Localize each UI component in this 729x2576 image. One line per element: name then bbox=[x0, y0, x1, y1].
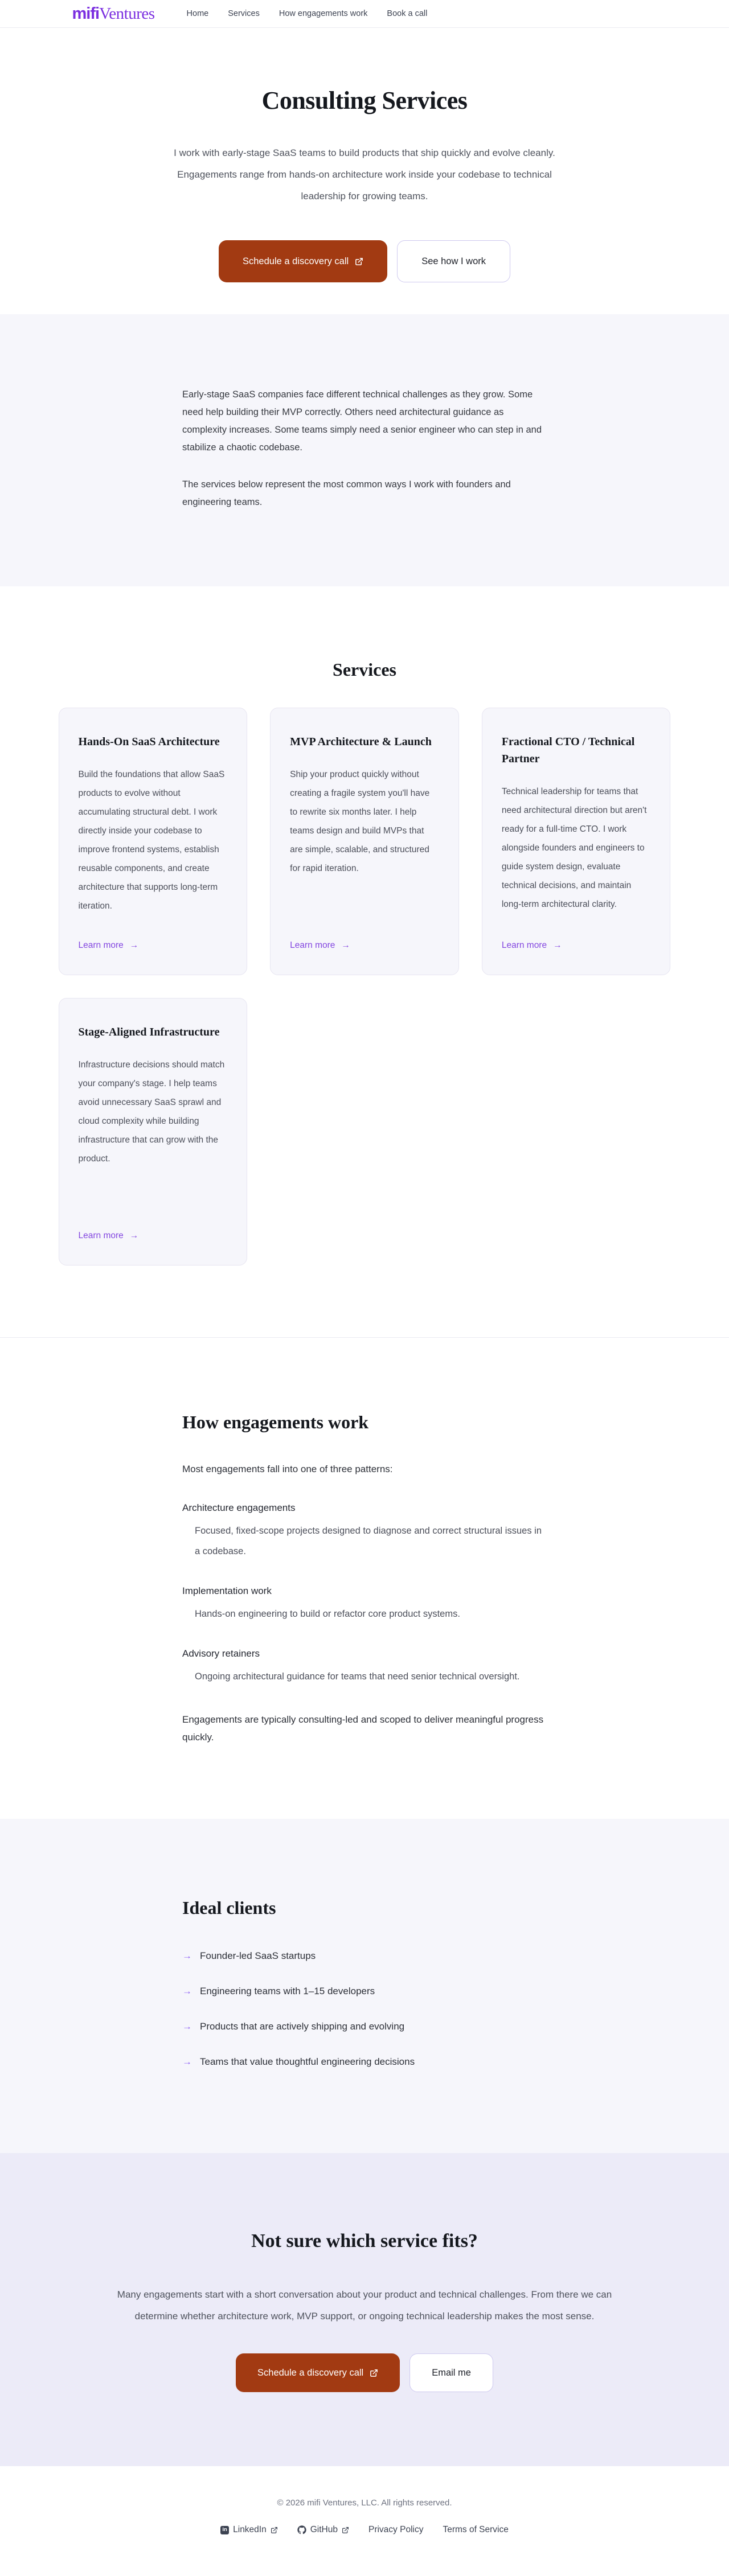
ideal-client-text: Teams that value thoughtful engineering decisions bbox=[200, 2056, 415, 2067]
ideal-client-item bbox=[182, 1949, 547, 1963]
ideal-client-item bbox=[182, 2020, 547, 2033]
services-heading: Services bbox=[333, 659, 396, 680]
pattern-label: Advisory retainers bbox=[182, 1648, 260, 1659]
services-grid bbox=[59, 708, 671, 1266]
pattern-item bbox=[182, 1585, 547, 1624]
learn-more-label: Learn more bbox=[290, 940, 335, 950]
arrow-right-icon: → bbox=[182, 2021, 192, 2032]
footer-link-privacy[interactable] bbox=[368, 2525, 423, 2535]
pattern-label: Implementation work bbox=[182, 1585, 272, 1596]
see-how-label: See how I work bbox=[421, 256, 486, 266]
footer-link-linkedin-label: LinkedIn bbox=[233, 2525, 267, 2534]
footer-link-privacy-label: Privacy Policy bbox=[368, 2525, 424, 2534]
learn-more-label: Learn more bbox=[78, 940, 124, 950]
arrow-right-icon: → bbox=[129, 1231, 139, 1240]
pattern-label: Architecture engagements bbox=[182, 1502, 296, 1513]
site-header bbox=[0, 0, 729, 28]
ideal-clients-section bbox=[0, 1819, 729, 2153]
ideal-clients-heading: Ideal clients bbox=[182, 1897, 276, 1918]
service-card bbox=[482, 708, 671, 975]
footer-link-github[interactable] bbox=[297, 2525, 349, 2535]
nav-link[interactable]: Home bbox=[186, 9, 209, 18]
schedule-call-button[interactable] bbox=[236, 2353, 400, 2392]
ideal-client-item bbox=[182, 1985, 547, 1998]
arrow-right-icon: → bbox=[182, 1986, 192, 1996]
engagements-closing: Engagements are typically consulting-led and scoped to deliver meaningful progress quickly. bbox=[182, 1714, 544, 1743]
service-card bbox=[59, 998, 248, 1266]
external-link-icon bbox=[370, 2369, 378, 2377]
cta-section bbox=[0, 2153, 729, 2466]
footer-link-linkedin[interactable] bbox=[220, 2525, 278, 2535]
pattern-description: Ongoing architectural guidance for teams that need senior technical oversight. bbox=[195, 1671, 520, 1682]
service-card-title: MVP Architecture & Launch bbox=[290, 736, 432, 748]
ideal-client-text: Engineering teams with 1–15 developers bbox=[200, 1986, 375, 1996]
pattern-item bbox=[182, 1648, 547, 1687]
cta-actions bbox=[0, 2353, 729, 2392]
learn-more-link[interactable] bbox=[79, 940, 228, 951]
cta-body: Many engagements start with a short conversation about your product and technical challenges. From there we can determine whether architecture work, MVP support, or ongoing technical leadership makes the most sense. bbox=[117, 2289, 612, 2322]
service-card bbox=[59, 708, 248, 975]
hero-subtitle: I work with early-stage SaaS teams to build products that ship quickly and evolve cleanly. Engagements range from hands-on architecture work inside your codebase to technical leadership for growing teams. bbox=[174, 147, 555, 202]
nav-link[interactable]: Book a call bbox=[387, 9, 428, 18]
arrow-right-icon: → bbox=[129, 940, 139, 950]
service-card-title: Hands-On SaaS Architecture bbox=[78, 736, 220, 748]
github-icon bbox=[297, 2525, 306, 2534]
page-title: Consulting Services bbox=[261, 87, 468, 114]
ideal-clients-list bbox=[182, 1949, 547, 2069]
arrow-right-icon: → bbox=[182, 1950, 192, 1961]
nav-link[interactable]: Services bbox=[228, 9, 260, 18]
arrow-right-icon: → bbox=[553, 940, 562, 950]
nav-link[interactable]: How engagements work bbox=[279, 9, 368, 18]
services-section bbox=[0, 586, 729, 1337]
engagement-patterns bbox=[182, 1502, 547, 1687]
service-card-body: Infrastructure decisions should match your company's stage. I help teams avoid unnecessary SaaS sprawl and cloud complexity while building infrastructure that can grow with the product. bbox=[78, 1060, 225, 1164]
pattern-description: Hands-on engineering to build or refactor core product systems. bbox=[195, 1609, 460, 1619]
email-me-label: Email me bbox=[432, 2367, 471, 2378]
main-nav bbox=[187, 9, 428, 18]
pattern-description: Focused, fixed-scope projects designed to diagnose and correct structural issues in a codebase. bbox=[195, 1526, 542, 1556]
hero-section bbox=[0, 28, 729, 314]
learn-more-label: Learn more bbox=[501, 940, 547, 950]
footer-link-terms-label: Terms of Service bbox=[443, 2525, 509, 2534]
brand-logo-mifi: mifi bbox=[72, 4, 100, 23]
learn-more-link[interactable] bbox=[79, 1231, 228, 1241]
engagements-intro: Most engagements fall into one of three patterns: bbox=[182, 1464, 393, 1474]
service-card-body: Ship your product quickly without creating a fragile system you'll have to rewrite six months later. I help teams design and build MVPs that are simple, scalable, and structured for rapid iteration. bbox=[290, 770, 430, 873]
site-footer bbox=[0, 2466, 729, 2576]
ideal-client-text: Founder-led SaaS startups bbox=[200, 1950, 316, 1961]
service-card-body: Build the foundations that allow SaaS products to evolve without accumulating structural debt. I work directly inside your codebase to improve frontend systems, establish reusable components, and create architecture that supports long-term iteration. bbox=[78, 770, 225, 911]
cta-heading: Not sure which service fits? bbox=[251, 2230, 478, 2252]
intro-paragraph-2: The services below represent the most common ways I work with founders and engineering teams. bbox=[182, 479, 511, 507]
schedule-call-label: Schedule a discovery call bbox=[257, 2367, 364, 2378]
service-card bbox=[270, 708, 459, 975]
learn-more-link[interactable] bbox=[290, 940, 439, 951]
external-link-icon bbox=[355, 257, 363, 266]
footer-link-terms[interactable] bbox=[443, 2525, 508, 2535]
schedule-call-label: Schedule a discovery call bbox=[243, 256, 349, 266]
service-card-title: Fractional CTO / Technical Partner bbox=[501, 736, 635, 765]
brand-logo-ventures: Ventures bbox=[99, 4, 155, 23]
engagements-heading: How engagements work bbox=[182, 1412, 369, 1432]
email-me-button[interactable] bbox=[409, 2353, 493, 2392]
intro-section bbox=[0, 314, 729, 586]
external-link-icon bbox=[271, 2526, 278, 2534]
linkedin-icon: in bbox=[220, 2526, 229, 2534]
footer-links bbox=[0, 2525, 729, 2535]
ideal-client-item bbox=[182, 2055, 547, 2069]
arrow-right-icon: → bbox=[182, 2056, 192, 2067]
intro-paragraph-1: Early-stage SaaS companies face different technical challenges as they grow. Some need help building their MVP correctly. Others need architectural guidance as complexity increases. Some teams simply need a senior engineer who can step in and stabilize a chaotic codebase. bbox=[182, 389, 542, 453]
service-card-title: Stage-Aligned Infrastructure bbox=[78, 1026, 220, 1038]
engagements-section bbox=[0, 1337, 729, 1819]
schedule-call-button[interactable] bbox=[219, 240, 387, 282]
learn-more-link[interactable] bbox=[502, 940, 651, 951]
learn-more-label: Learn more bbox=[78, 1231, 124, 1240]
external-link-icon bbox=[342, 2526, 349, 2534]
ideal-client-text: Products that are actively shipping and evolving bbox=[200, 2021, 405, 2032]
pattern-item bbox=[182, 1502, 547, 1562]
hero-actions bbox=[0, 240, 729, 282]
arrow-right-icon: → bbox=[341, 940, 350, 950]
brand-logo[interactable] bbox=[72, 6, 155, 22]
footer-link-github-label: GitHub bbox=[310, 2525, 338, 2534]
service-card-body: Technical leadership for teams that need architectural direction but aren't ready for a full-time CTO. I work alongside founders and engineers to guide system design, evaluate technical decisions, and maintain long-term architectural clarity. bbox=[501, 787, 647, 909]
see-how-button[interactable] bbox=[397, 240, 510, 282]
copyright-text: © 2026 mifi Ventures, LLC. All rights reserved. bbox=[277, 2498, 452, 2508]
